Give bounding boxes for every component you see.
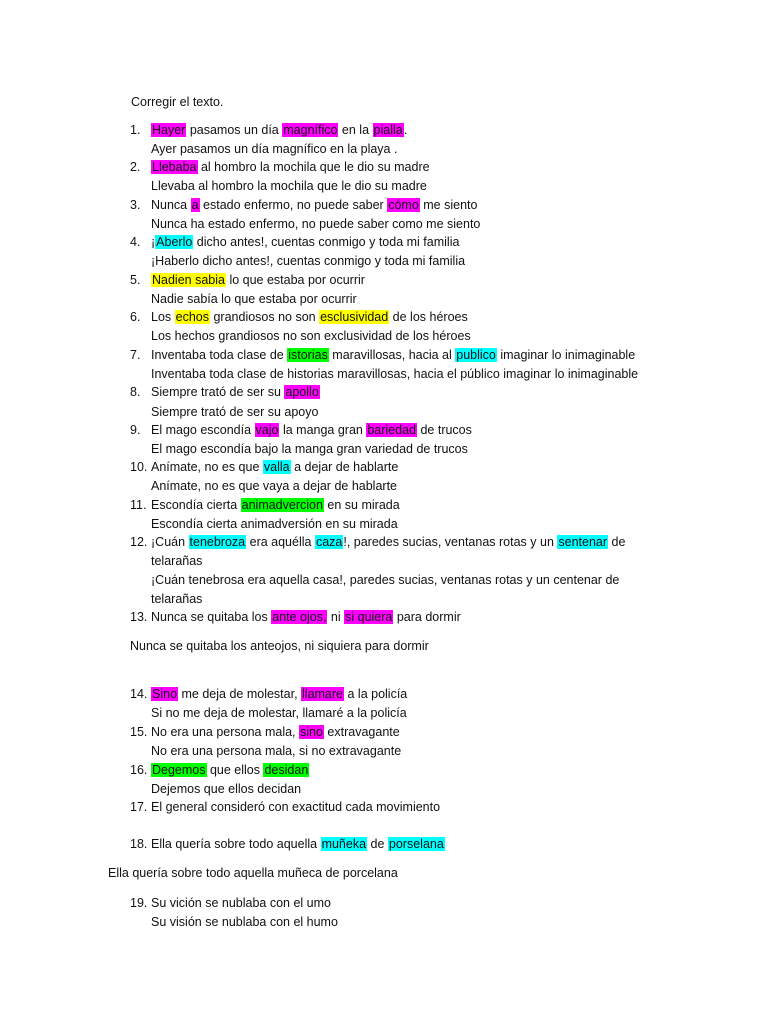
- corrected-sentence: Dejemos que ellos decidan: [151, 782, 302, 796]
- highlighted-error: muñeka: [321, 837, 367, 851]
- corrected-sentence: ¡Haberlo dicho antes!, cuentas conmigo y toda mi familia: [151, 254, 466, 268]
- item-number: 17.: [130, 800, 148, 814]
- item-number: 16.: [130, 763, 148, 777]
- highlighted-error: esclusividad: [320, 310, 389, 324]
- highlighted-error: porselana: [388, 837, 444, 851]
- highlighted-error: Degemos: [152, 763, 206, 777]
- corrected-sentence: Inventaba toda clase de historias maravillosas, hacia el público imaginar lo inimaginable: [151, 367, 639, 381]
- corrected-sentence: Su visión se nublaba con el humo: [151, 915, 338, 929]
- item-number: 1.: [130, 123, 141, 137]
- text-segment: me siento: [419, 198, 478, 212]
- text-segment: Siempre trató de ser su: [151, 385, 285, 399]
- text-segment: ¡Cuán: [151, 535, 189, 549]
- erroneous-sentence: [151, 309, 468, 325]
- erroneous-sentence: [151, 384, 320, 400]
- highlighted-error: desidan: [264, 763, 309, 777]
- text-segment: Escondía cierta: [151, 498, 241, 512]
- item-number: 11.: [130, 498, 147, 512]
- erroneous-sentence: [151, 836, 445, 852]
- corrected-sentence: No era una persona mala, si no extravagante: [151, 744, 402, 758]
- highlighted-error: istorias: [288, 348, 328, 362]
- highlighted-error: valla: [263, 460, 290, 474]
- corrected-sentence: Anímate, no es que vaya a dejar de hablarte: [151, 479, 397, 493]
- text-segment: Ella quería sobre todo aquella: [151, 837, 321, 851]
- corrected-sentence: Escondía cierta animadversión en su mirada: [151, 517, 398, 531]
- item-number: 3.: [130, 198, 141, 212]
- erroneous-sentence: [151, 122, 407, 138]
- highlighted-error: pialla: [373, 123, 403, 137]
- erroneous-sentence: [151, 347, 635, 363]
- corrected-sentence: Nunca ha estado enfermo, no puede saber como me siento: [151, 217, 481, 231]
- erroneous-sentence: [151, 799, 440, 815]
- text-segment: Su vición se nublaba con el umo: [151, 896, 331, 910]
- erroneous-sentence-continued: telarañas: [151, 554, 203, 568]
- item-number: 7.: [130, 348, 141, 362]
- text-segment: Anímate, no es que: [151, 460, 263, 474]
- highlighted-error: publico: [456, 348, 496, 362]
- corrected-sentence-continued: telarañas: [151, 592, 203, 606]
- highlighted-error: sino: [300, 725, 323, 739]
- erroneous-sentence: [151, 724, 400, 740]
- page-title: Corregir el texto.: [131, 95, 224, 109]
- text-segment: Inventaba toda clase de: [151, 348, 288, 362]
- item-number: 12.: [130, 535, 148, 549]
- item-number: 13.: [130, 610, 148, 624]
- item-number: 6.: [130, 310, 141, 324]
- item-number: 14.: [130, 687, 148, 701]
- text-segment: al hombro la mochila que le dio su madre: [197, 160, 430, 174]
- corrected-sentence: Los hechos grandiosos no son exclusividad de los héroes: [151, 329, 471, 343]
- item-number: 15.: [130, 725, 148, 739]
- corrected-sentence: Llevaba al hombro la mochila que le dio su madre: [151, 179, 427, 193]
- highlighted-error: Llebaba: [152, 160, 197, 174]
- text-segment: ¡: [151, 235, 156, 249]
- text-segment: de: [367, 837, 388, 851]
- text-segment: Los: [151, 310, 175, 324]
- text-segment: !, paredes sucias, ventanas rotas y un: [343, 535, 558, 549]
- item-number: 19.: [130, 896, 148, 910]
- highlighted-error: si quiera: [345, 610, 393, 624]
- item-number: 2.: [130, 160, 141, 174]
- highlighted-error: a: [191, 198, 199, 212]
- erroneous-sentence: [151, 762, 309, 778]
- erroneous-sentence: [151, 609, 461, 625]
- highlighted-error: animadvercion: [241, 498, 323, 512]
- item-number: 5.: [130, 273, 141, 287]
- corrected-sentence: Siempre trató de ser su apoyo: [151, 405, 319, 419]
- erroneous-sentence: [151, 234, 459, 250]
- highlighted-error: cómo: [388, 198, 419, 212]
- highlighted-error: Aberlo: [156, 235, 193, 249]
- highlighted-error: apollo: [285, 385, 319, 399]
- highlighted-error: sentenar: [558, 535, 608, 549]
- text-segment: Nunca: [151, 198, 191, 212]
- corrected-sentence: Si no me deja de molestar, llamaré a la policía: [151, 706, 407, 720]
- corrected-sentence: El mago escondía bajo la manga gran variedad de trucos: [151, 442, 468, 456]
- text-segment: era aquélla: [246, 535, 315, 549]
- erroneous-sentence: [151, 197, 477, 213]
- text-segment: en su mirada: [323, 498, 400, 512]
- highlighted-error: Hayer: [152, 123, 186, 137]
- text-segment: me deja de molestar,: [178, 687, 302, 701]
- text-segment: para dormir: [393, 610, 461, 624]
- item-number: 4.: [130, 235, 141, 249]
- text-segment: de trucos: [417, 423, 472, 437]
- text-segment: imaginar lo inimaginable: [496, 348, 636, 362]
- highlighted-error: echos: [175, 310, 209, 324]
- text-segment: de los héroes: [389, 310, 468, 324]
- highlighted-error: bariedad: [367, 423, 416, 437]
- text-segment: en la: [338, 123, 373, 137]
- item-number: 18.: [130, 837, 148, 851]
- text-segment: ni: [327, 610, 345, 624]
- highlighted-error: Nadien sabia: [152, 273, 225, 287]
- item-number: 8.: [130, 385, 141, 399]
- text-segment: maravillosas, hacia al: [328, 348, 456, 362]
- text-segment: No era una persona mala,: [151, 725, 300, 739]
- erroneous-sentence: [151, 497, 400, 513]
- text-segment: a la policía: [344, 687, 408, 701]
- text-segment: pasamos un día: [186, 123, 283, 137]
- erroneous-sentence: [151, 534, 625, 550]
- text-segment: .: [403, 123, 408, 137]
- highlighted-error: tenebroza: [189, 535, 246, 549]
- corrected-sentence: ¡Cuán tenebrosa era aquella casa!, paredes sucias, ventanas rotas y un centenar de: [151, 573, 620, 587]
- text-segment: Nunca se quitaba los: [151, 610, 272, 624]
- text-segment: que ellos: [206, 763, 264, 777]
- item-number: 9.: [130, 423, 141, 437]
- highlighted-error: magnífico: [283, 123, 338, 137]
- text-segment: El general consideró con exactitud cada movimiento: [151, 800, 441, 814]
- corrected-sentence: Nadie sabía lo que estaba por ocurrir: [151, 292, 357, 306]
- corrected-sentence: Ayer pasamos un día magnífico en la playa .: [151, 142, 398, 156]
- item-number: 10.: [130, 460, 148, 474]
- corrected-sentence: Nunca se quitaba los anteojos, ni siquiera para dormir: [130, 639, 429, 653]
- erroneous-sentence: [151, 686, 407, 702]
- text-segment: de: [608, 535, 626, 549]
- highlighted-error: llamare: [302, 687, 344, 701]
- highlighted-error: ante ojos,: [272, 610, 327, 624]
- text-segment: a dejar de hablarte: [290, 460, 399, 474]
- text-segment: la manga gran: [279, 423, 367, 437]
- text-segment: extravagante: [323, 725, 400, 739]
- highlighted-error: vajo: [255, 423, 279, 437]
- erroneous-sentence: [151, 895, 331, 911]
- text-segment: grandiosos no son: [210, 310, 320, 324]
- erroneous-sentence: [151, 272, 365, 288]
- erroneous-sentence: [151, 459, 398, 475]
- highlighted-error: Sino: [152, 687, 178, 701]
- erroneous-sentence: [151, 422, 472, 438]
- corrected-sentence: Ella quería sobre todo aquella muñeca de porcelana: [108, 866, 398, 880]
- text-segment: El mago escondía: [151, 423, 255, 437]
- text-segment: dicho antes!, cuentas conmigo y toda mi familia: [193, 235, 460, 249]
- text-segment: estado enfermo, no puede saber: [199, 198, 388, 212]
- erroneous-sentence: [151, 159, 430, 175]
- text-segment: lo que estaba por ocurrir: [225, 273, 365, 287]
- highlighted-error: caza: [315, 535, 343, 549]
